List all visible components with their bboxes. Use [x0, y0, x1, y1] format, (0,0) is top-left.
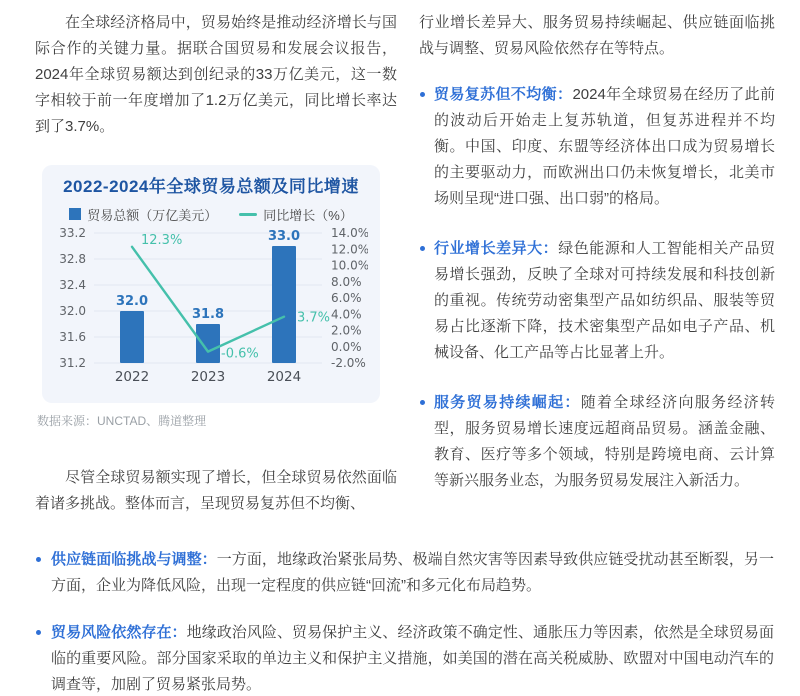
trade-chart-panel — [42, 165, 380, 403]
svg-text:32.8: 32.8 — [59, 252, 86, 266]
svg-text:31.8: 31.8 — [191, 307, 225, 322]
svg-text:32.0: 32.0 — [59, 304, 86, 318]
bullet-body: 2024年全球贸易在经历了此前的波动后开始走上复苏轨道，但复苏进程并不均衡。中国、印度、东盟等经济体出口成为贸易增长的主要驱动力，而欧洲出口仍未恢复增长，北美市场则呈现“进口强、出口弱”的格局。 — [434, 86, 775, 207]
svg-text:10.0%: 10.0% — [331, 258, 368, 273]
svg-text:-2.0%: -2.0% — [331, 356, 366, 370]
bottom-section — [35, 547, 788, 696]
intro-paragraph: 在全球经济格局中，贸易始终是推动经济增长与国际合作的关键力量。据联合国贸易和发展会议报告，2024年全球贸易额达到创纪录的33万亿美元，这一数字相较于前一年度增加了1.2万亿美元，同比增长率达到了3.7%。 — [35, 14, 397, 135]
data-source-note: 数据来源：UNCTAD、腾道整理 — [37, 414, 207, 428]
svg-text:12.3%: 12.3% — [141, 232, 183, 248]
bullet-title: 供应链面临挑战与调整： — [51, 551, 217, 568]
bullet-trade-risks — [35, 620, 774, 696]
trade-chart-svg — [54, 225, 368, 393]
svg-text:2.0%: 2.0% — [331, 323, 362, 338]
bullet-industry-divergence — [419, 236, 775, 366]
svg-text:33.2: 33.2 — [59, 226, 86, 240]
right-column — [419, 10, 775, 517]
bullet-body: 绿色能源和人工智能相关产品贸易增长强劲，反映了全球对可持续发展和科技创新的重视。传统劳动密集型产品如纺织品、服装等贸易占比逐渐下降，技术密集型产品如电子产品、机械设备、化工产品等占比显著上升。 — [434, 240, 775, 361]
bullet-title: 服务贸易持续崛起： — [434, 394, 581, 411]
svg-text:31.6: 31.6 — [59, 330, 86, 344]
svg-text:32.0: 32.0 — [115, 294, 149, 309]
legend-label-yoy-growth: 同比增长（%） — [263, 207, 353, 223]
bullet-trade-recovery — [419, 82, 775, 212]
svg-text:3.7%: 3.7% — [297, 310, 331, 326]
bullet-dot-icon — [36, 630, 41, 635]
svg-text:2024: 2024 — [266, 369, 302, 385]
left-paragraph-2: 尽管全球贸易额实现了增长，但全球贸易依然面临着诸多挑战。整体而言，呈现贸易复苏但不均衡、 — [35, 469, 397, 512]
bullet-supply-chain — [35, 547, 774, 599]
bullet-body: 地缘政治风险、贸易保护主义、经济政策不确定性、通胀压力等因素，依然是全球贸易面临的重要风险。部分国家采取的单边主义和保护主义措施，如美国的潜在高关税威胁、欧盟对中国电动汽车的调查等，加剧了贸易紧张局势。 — [51, 624, 774, 693]
bullet-dot-icon — [420, 92, 425, 97]
two-column-layout — [35, 10, 788, 517]
bullet-dot-icon — [420, 246, 425, 251]
svg-text:2023: 2023 — [190, 369, 226, 385]
svg-text:33.0: 33.0 — [267, 229, 301, 244]
bar-swatch-icon — [69, 208, 81, 220]
chart-title: 2022-2024年全球贸易总额及同比增速 — [63, 177, 359, 196]
left-column — [35, 10, 397, 517]
legend-label-trade-total: 贸易总额（万亿美元） — [87, 207, 218, 223]
right-intro-paragraph: 行业增长差异大、服务贸易持续崛起、供应链面临挑战与调整、贸易风险依然存在等特点。 — [419, 14, 775, 57]
svg-text:31.2: 31.2 — [59, 356, 86, 370]
svg-text:0.0%: 0.0% — [331, 339, 362, 354]
svg-text:14.0%: 14.0% — [331, 226, 368, 240]
bullet-dot-icon — [420, 400, 425, 405]
bullet-title: 贸易风险依然存在： — [51, 624, 187, 641]
svg-text:4.0%: 4.0% — [331, 307, 362, 322]
bullet-body: 一方面，地缘政治紧张局势、极端自然灾害等因素导致供应链受扰动甚至断裂，另一方面，企业为降低风险，出现一定程度的供应链“回流”和多元化布局趋势。 — [51, 551, 774, 594]
svg-text:8.0%: 8.0% — [331, 274, 362, 289]
svg-text:32.4: 32.4 — [59, 278, 86, 292]
bullet-services-trade-rise — [419, 390, 775, 494]
bullet-body: 随着全球经济向服务经济转型，服务贸易增长速度远超商品贸易。涵盖金融、教育、医疗等多个领域，特别是跨境电商、云计算等新兴服务业态，为服务贸易发展注入新活力。 — [434, 394, 775, 489]
svg-text:6.0%: 6.0% — [331, 291, 362, 305]
bullet-title: 行业增长差异大： — [434, 240, 559, 257]
chart-plot-area — [54, 225, 368, 398]
bullet-title: 贸易复苏但不均衡： — [434, 86, 573, 103]
line-swatch-icon — [239, 213, 257, 216]
chart-legend — [54, 205, 368, 223]
legend-item-yoy-growth — [239, 205, 353, 224]
bullet-dot-icon — [36, 557, 41, 562]
legend-item-trade-total — [69, 205, 217, 224]
svg-text:-0.6%: -0.6% — [221, 346, 259, 362]
svg-text:2022: 2022 — [114, 369, 150, 385]
svg-text:12.0%: 12.0% — [331, 242, 368, 257]
